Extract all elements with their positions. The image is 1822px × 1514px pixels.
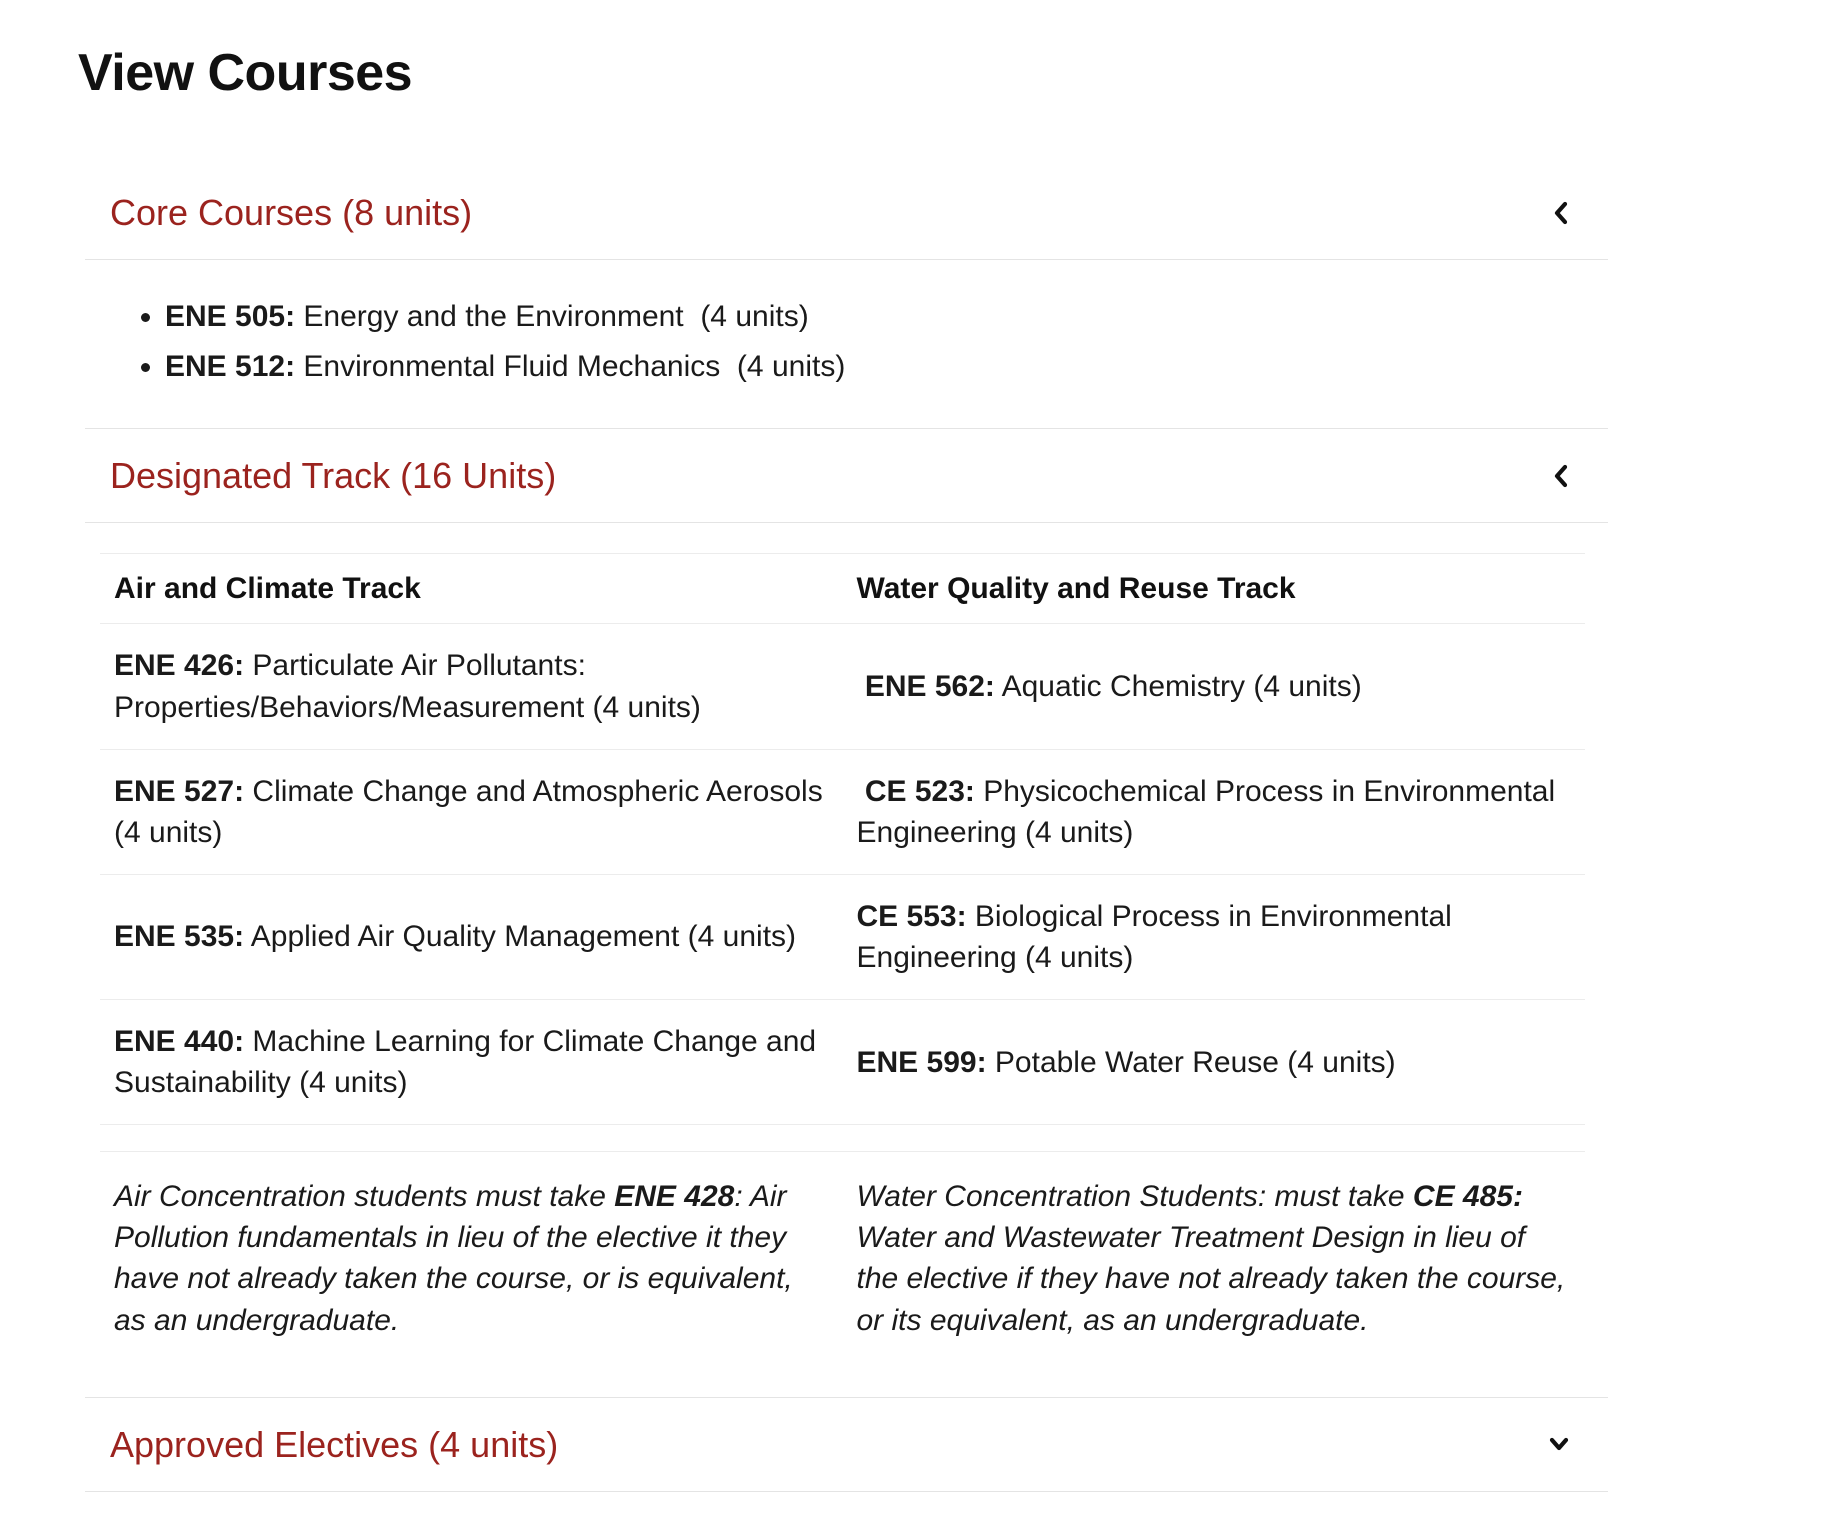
course-title: Climate Change and Atmospheric Aerosols (4 units) — [114, 774, 832, 849]
course-cell — [843, 749, 1586, 874]
note-text: Water and Wastewater Treatment Design in lieu of the elective if they have not already taken the course, or its equivalent, as an undergraduate. — [856, 1180, 1574, 1337]
course-cell — [100, 749, 843, 874]
course-code: CE 553: — [856, 899, 967, 933]
note-text: Water Concentration Students: must take — [856, 1180, 1413, 1214]
course-code: CE 523: — [856, 774, 975, 808]
chevron-left-icon — [1548, 198, 1574, 228]
course-cell — [843, 1000, 1586, 1125]
table-spacer-row — [100, 1125, 1585, 1152]
course-title: Environmental Fluid Mechanics (4 units) — [295, 349, 846, 383]
course-code: ENE 512: — [165, 349, 296, 383]
chevron-left-icon — [1548, 461, 1574, 491]
course-title: Physicochemical Process in Environmental Engineering (4 units) — [856, 774, 1564, 849]
track-table — [100, 553, 1585, 1340]
course-code: ENE 599: — [856, 1045, 987, 1079]
course-title: Applied Air Quality Management (4 units) — [244, 920, 797, 954]
course-title: Machine Learning for Climate Change and Sustainability (4 units) — [114, 1025, 825, 1100]
section-label: Approved Electives (4 units) — [110, 1423, 559, 1465]
table-row — [100, 1000, 1585, 1125]
chevron-down-icon — [1544, 1429, 1574, 1459]
course-code: ENE 527: — [114, 774, 245, 808]
panel-core-courses — [85, 260, 1608, 429]
panel-designated-track — [85, 523, 1608, 1397]
accordion-header-core-courses[interactable] — [85, 166, 1608, 260]
air-track-note — [100, 1152, 843, 1341]
table-row — [100, 874, 1585, 999]
spacer-cell — [843, 1125, 1586, 1152]
course-code: ENE 562: — [856, 670, 995, 704]
page-title: View Courses — [78, 44, 413, 102]
course-code: ENE 426: — [114, 649, 245, 683]
course-cell — [100, 624, 843, 749]
course-cell — [843, 624, 1586, 749]
note-course-code: ENE 428 — [614, 1180, 735, 1214]
accordion-header-designated-track[interactable] — [85, 429, 1608, 523]
table-header-row — [100, 554, 1585, 624]
course-code: ENE 535: — [114, 920, 245, 954]
column-header-water-track: Water Quality and Reuse Track — [856, 572, 1296, 606]
accordion-header-approved-electives[interactable] — [85, 1398, 1608, 1492]
table-row — [100, 624, 1585, 749]
list-item — [165, 346, 1608, 387]
note-text: Air Concentration students must take — [114, 1180, 615, 1214]
table-row — [100, 749, 1585, 874]
course-cell — [100, 1000, 843, 1125]
table-notes-row — [100, 1152, 1585, 1341]
course-title: Particulate Air Pollutants: Properties/Behaviors/Measurement (4 units) — [114, 649, 701, 724]
water-track-note — [843, 1152, 1586, 1341]
course-title: Aquatic Chemistry (4 units) — [994, 670, 1362, 704]
core-course-list — [115, 296, 1608, 387]
note-text: : Air Pollution fundamentals in lieu of the elective it they have not already taken the course, or is equivalent, as an undergraduate. — [114, 1180, 802, 1337]
course-code: ENE 440: — [114, 1025, 245, 1059]
section-label: Designated Track (16 Units) — [110, 455, 557, 497]
course-title: Potable Water Reuse (4 units) — [986, 1045, 1396, 1079]
section-label: Core Courses (8 units) — [110, 192, 473, 234]
list-item — [165, 296, 1608, 337]
courses-accordion — [85, 166, 1608, 1492]
course-title: Energy and the Environment (4 units) — [295, 300, 809, 334]
course-cell — [100, 874, 843, 999]
course-code: ENE 505: — [165, 300, 296, 334]
column-header-air-track: Air and Climate Track — [114, 572, 421, 606]
course-title: Biological Process in Environmental Engineering (4 units) — [856, 899, 1461, 974]
note-course-code: CE 485: — [1412, 1180, 1523, 1214]
course-cell — [843, 874, 1586, 999]
spacer-cell — [100, 1125, 843, 1152]
